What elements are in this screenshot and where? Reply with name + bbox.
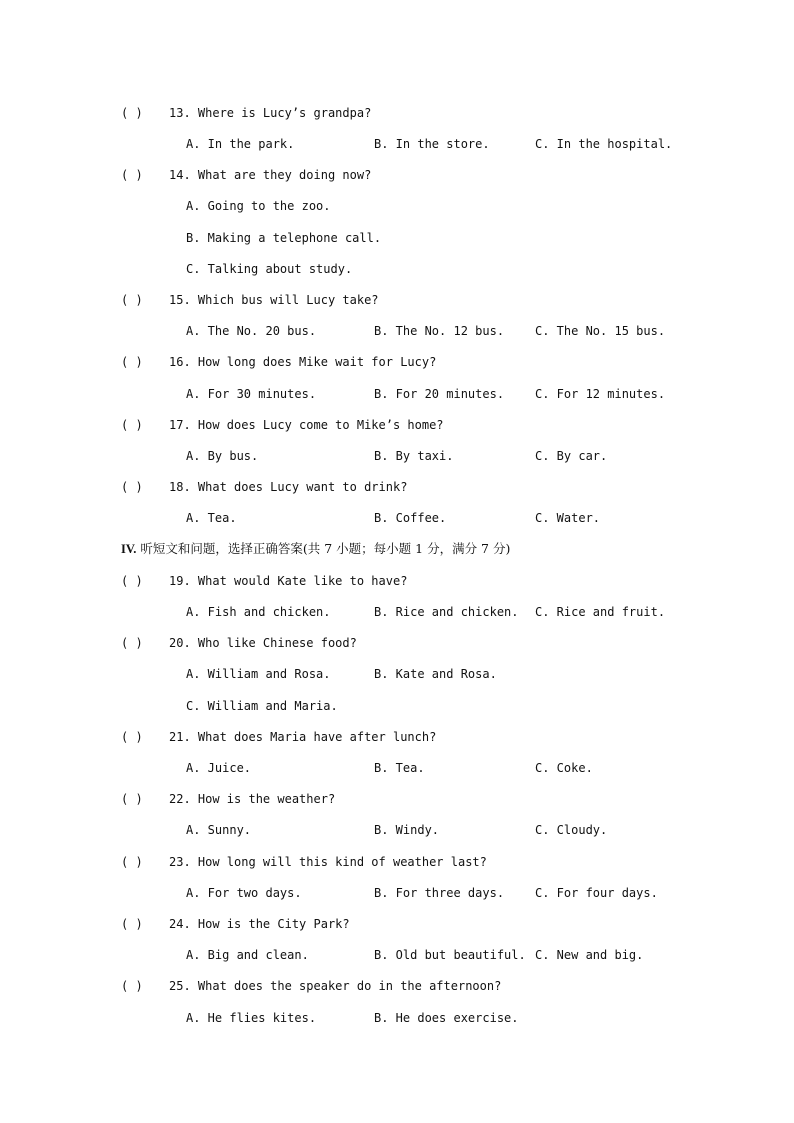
option-c: C. By car. [535, 449, 608, 463]
answer-blank: ( ) [121, 168, 143, 182]
section-title: 听短文和问题，选择正确答案(共 7 小题；每小题 1 分，满分 7 分) [140, 541, 511, 556]
options-13 [0, 134, 794, 154]
question-text: 13. Where is Lucy’s grandpa? [169, 106, 372, 120]
question-17 [0, 415, 794, 435]
option-b: B. By taxi. [374, 449, 454, 463]
question-text: 25. What does the speaker do in the afternoon? [169, 979, 502, 993]
option-b: B. Tea. [374, 761, 425, 775]
answer-blank: ( ) [121, 574, 143, 588]
question-text: 20. Who like Chinese food? [169, 636, 357, 650]
option-a-row [0, 196, 794, 216]
question-text: 24. How is the City Park? [169, 917, 350, 931]
answer-blank: ( ) [121, 293, 143, 307]
answer-blank: ( ) [121, 480, 143, 494]
answer-blank: ( ) [121, 792, 143, 806]
question-22 [0, 789, 794, 809]
question-13 [0, 103, 794, 123]
option-c: C. William and Maria. [186, 699, 338, 713]
answer-blank: ( ) [121, 855, 143, 869]
option-b: B. Kate and Rosa. [374, 667, 497, 681]
question-23 [0, 852, 794, 872]
answer-blank: ( ) [121, 106, 143, 120]
question-14 [0, 165, 794, 185]
option-c: C. The No. 15 bus. [535, 324, 666, 338]
option-c: C. Water. [535, 511, 601, 525]
option-a: A. Sunny. [186, 823, 252, 837]
question-25 [0, 976, 794, 996]
options-22 [0, 820, 794, 840]
options-23 [0, 883, 794, 903]
option-a: A. Going to the zoo. [186, 199, 331, 213]
options-17 [0, 446, 794, 466]
option-c: C. New and big. [535, 948, 644, 962]
question-24 [0, 914, 794, 934]
option-c: C. Rice and fruit. [535, 605, 666, 619]
option-a: A. For 30 minutes. [186, 387, 317, 401]
options-19 [0, 602, 794, 622]
section-number: IV. [121, 542, 137, 556]
option-a: A. Big and clean. [186, 948, 309, 962]
answer-blank: ( ) [121, 418, 143, 432]
question-text: 14. What are they doing now? [169, 168, 372, 182]
question-21 [0, 727, 794, 747]
option-c: C. For four days. [535, 886, 658, 900]
option-c-row [0, 259, 794, 279]
option-c-row [0, 696, 794, 716]
option-c: C. Coke. [535, 761, 593, 775]
question-text: 19. What would Kate like to have? [169, 574, 408, 588]
question-text: 16. How long does Mike wait for Lucy? [169, 355, 437, 369]
question-text: 15. Which bus will Lucy take? [169, 293, 379, 307]
option-b: B. Coffee. [374, 511, 447, 525]
option-b: B. For three days. [374, 886, 505, 900]
options-18 [0, 508, 794, 528]
option-b: B. In the store. [374, 137, 490, 151]
option-a: A. Fish and chicken. [186, 605, 331, 619]
option-a: A. The No. 20 bus. [186, 324, 317, 338]
question-16 [0, 352, 794, 372]
option-c: C. Cloudy. [535, 823, 608, 837]
option-b-row [0, 228, 794, 248]
question-20 [0, 633, 794, 653]
options-21 [0, 758, 794, 778]
question-19 [0, 571, 794, 591]
options-25 [0, 1008, 794, 1028]
options-16 [0, 384, 794, 404]
answer-blank: ( ) [121, 355, 143, 369]
option-a: A. Juice. [186, 761, 252, 775]
answer-blank: ( ) [121, 979, 143, 993]
question-text: 23. How long will this kind of weather last? [169, 855, 487, 869]
question-text: 21. What does Maria have after lunch? [169, 730, 437, 744]
option-b: B. He does exercise. [374, 1011, 519, 1025]
section-heading [121, 539, 510, 559]
option-b: B. Windy. [374, 823, 440, 837]
answer-blank: ( ) [121, 917, 143, 931]
answer-blank: ( ) [121, 730, 143, 744]
options-24 [0, 945, 794, 965]
answer-blank: ( ) [121, 636, 143, 650]
option-b: B. The No. 12 bus. [374, 324, 505, 338]
question-text: 17. How does Lucy come to Mike’s home? [169, 418, 444, 432]
question-15 [0, 290, 794, 310]
option-c: C. Talking about study. [186, 262, 353, 276]
question-text: 18. What does Lucy want to drink? [169, 480, 408, 494]
options-20 [0, 664, 794, 684]
option-a: A. Tea. [186, 511, 237, 525]
option-a: A. William and Rosa. [186, 667, 331, 681]
option-a: A. For two days. [186, 886, 302, 900]
question-18 [0, 477, 794, 497]
option-c: C. In the hospital. [535, 137, 673, 151]
option-a: A. He flies kites. [186, 1011, 317, 1025]
option-c: C. For 12 minutes. [535, 387, 666, 401]
option-a: A. In the park. [186, 137, 295, 151]
option-b: B. Old but beautiful. [374, 948, 526, 962]
option-b: B. Making a telephone call. [186, 231, 382, 245]
option-b: B. Rice and chicken. [374, 605, 519, 619]
option-b: B. For 20 minutes. [374, 387, 505, 401]
options-15 [0, 321, 794, 341]
question-text: 22. How is the weather? [169, 792, 336, 806]
option-a: A. By bus. [186, 449, 259, 463]
